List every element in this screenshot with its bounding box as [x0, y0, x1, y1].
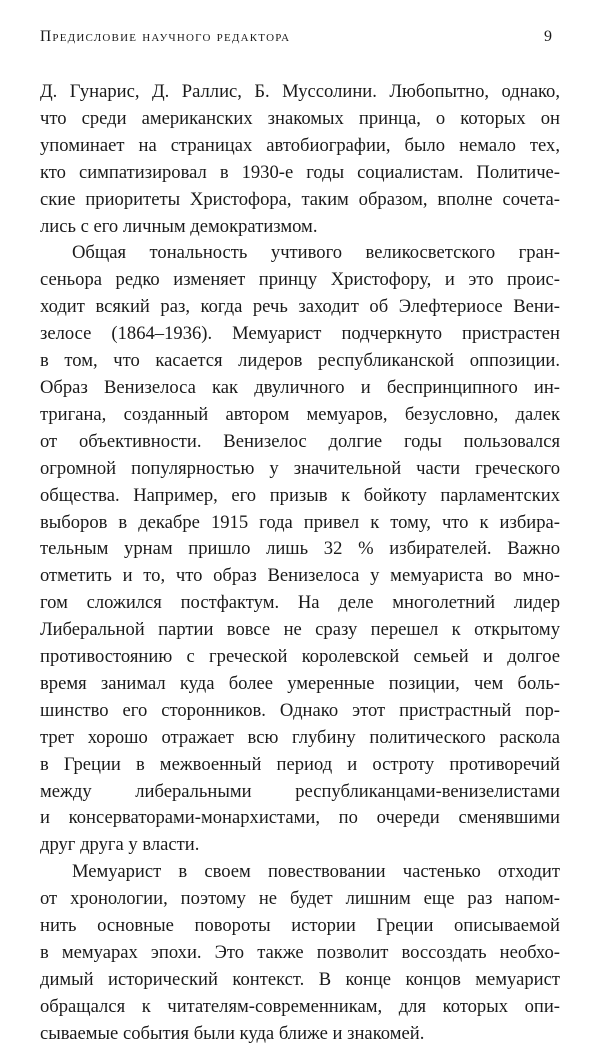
text-line: от объективности. Венизелос долгие годы пользовался — [40, 430, 560, 452]
text-line: димый исторический контекст. В конце концов мемуарист — [40, 968, 560, 990]
paragraph-3 — [40, 859, 560, 1047]
text-line: и консерваторами-монархистами, по очереди сменявшими — [40, 807, 560, 829]
text-line: ские приоритеты Христофора, таким образом, вполне сочета- — [40, 188, 560, 210]
text-line: лись с его личным демократизмом. — [40, 215, 318, 237]
body-text — [40, 79, 560, 1048]
text-line: в мемуарах эпохи. Это также позволит воссоздать необхо- — [40, 942, 560, 963]
text-line: выборов в декабре 1915 года привел к тому, что к избира- — [40, 511, 560, 533]
text-line: нить основные повороты истории Греции описываемой — [40, 915, 560, 937]
paragraph-1 — [40, 79, 560, 240]
text-line: общества. Например, его призыв к бойкоту парламентских — [40, 484, 560, 506]
text-line: между либеральными республиканцами-венизелистами — [40, 780, 560, 802]
text-line: в Греции в межвоенный период и остроту противоречий — [40, 753, 560, 775]
text-line: в том, что касается лидеров республиканской оппозиции. — [40, 350, 560, 372]
text-line: Мемуарист в своем повествовании частенько отходит — [72, 861, 560, 883]
text-line: упоминает на страницах автобиографии, было немало тех, — [40, 134, 560, 156]
running-title: Предисловие научного редактора — [40, 28, 291, 45]
text-line: противостоянию с греческой королевской семьей и долгое — [40, 646, 560, 668]
text-line: что среди американских знакомых принца, о которых он — [40, 107, 560, 129]
text-line: сываемые события были куда ближе и знакомей. — [40, 1022, 425, 1044]
text-line: Образ Венизелоса как двуличного и беспринципного ин- — [40, 376, 560, 398]
page-number: 9 — [544, 28, 552, 45]
text-line: друг друга у власти. — [40, 834, 200, 856]
text-line: время занимал куда более умеренные позиции, чем боль- — [40, 672, 560, 694]
text-line: обращался к читателям-современникам, для которых опи- — [40, 995, 560, 1017]
book-page — [40, 28, 560, 1048]
text-line: тригана, созданный автором мемуаров, безусловно, далек — [40, 403, 560, 425]
text-line: сеньора редко изменяет принцу Христофору, и это проис- — [40, 269, 560, 291]
text-line: зелосе (1864–1936). Мемуарист подчеркнуто пристрастен — [40, 323, 560, 345]
text-line: от хронологии, поэтому не будет лишним еще раз напом- — [40, 888, 560, 910]
text-line: отметить и то, что образ Венизелоса у мемуариста во мно- — [40, 565, 560, 587]
text-line: гом сложился постфактум. На деле многолетний лидер — [40, 592, 560, 614]
text-line: тельным урнам пришло лишь 32 % избирателей. Важно — [40, 538, 560, 560]
text-line: Либеральной партии вовсе не сразу перешел к открытому — [40, 619, 560, 641]
text-line: ходит всякий раз, когда речь заходит об Элефтериосе Вени- — [40, 296, 560, 318]
running-head — [40, 28, 560, 52]
text-line: огромной популярностью у значительной части греческого — [40, 457, 560, 479]
text-line: трет хорошо отражает всю глубину политического раскола — [40, 726, 560, 748]
text-line: шинство его сторонников. Однако этот пристрастный пор- — [40, 699, 560, 721]
text-line: Д. Гунарис, Д. Раллис, Б. Муссолини. Любопытно, однако, — [40, 81, 560, 102]
paragraph-2 — [40, 240, 560, 859]
text-line: Общая тональность учтивого великосветского гран- — [72, 242, 560, 264]
text-line: кто симпатизировал в 1930-е годы социалистам. Политиче- — [40, 161, 560, 183]
